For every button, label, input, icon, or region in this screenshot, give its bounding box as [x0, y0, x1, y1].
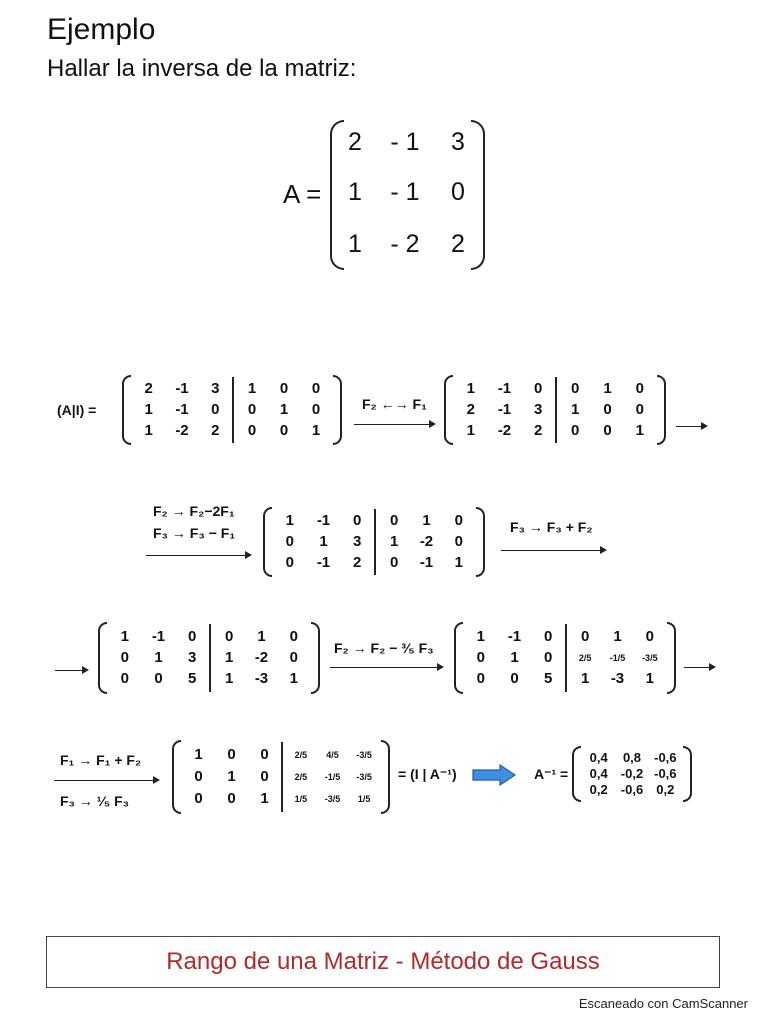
inverse-label: A⁻¹ =	[534, 766, 569, 782]
matrix-cell: 1	[389, 533, 399, 550]
augment-divider	[565, 624, 567, 692]
matrix-cell: 1	[194, 746, 203, 763]
row-operation: F₂ → F₂−2F₁	[153, 503, 235, 519]
matrix-cell: 0	[543, 627, 553, 645]
matrix-cell: 0	[260, 768, 269, 785]
row-operation: F₂ ←→ F₁	[362, 396, 427, 412]
matrix-cell: 2	[466, 401, 475, 418]
matrix-cell: 0	[570, 421, 580, 439]
matrix-cell: 0,4	[589, 750, 608, 765]
matrix-cell: 0	[194, 790, 203, 807]
matrix-cell: -0,6	[654, 750, 677, 765]
matrix-cell: 0	[389, 512, 399, 530]
left-bracket	[263, 507, 272, 577]
footer-title: Rango de una Matriz - Método de Gauss	[166, 948, 600, 975]
matrix-cell: 1/5	[357, 794, 371, 804]
scanner-watermark: Escaneado con CamScanner	[578, 996, 748, 1011]
augmented-label: (A|I) =	[57, 402, 97, 418]
right-bracket	[311, 622, 320, 694]
row-operation: F₃ → ¹⁄₅ F₃	[60, 793, 130, 809]
matrix-cell: 2/5	[294, 772, 308, 782]
augmented-matrix-1	[122, 375, 342, 445]
matrix-cell: 0	[289, 627, 298, 645]
matrix-cell: 0	[352, 512, 362, 530]
matrix-cell: 1	[454, 553, 463, 571]
augment-divider	[281, 742, 283, 812]
augmented-matrix-3	[263, 507, 485, 577]
matrix-cell: -3/5	[356, 772, 372, 782]
matrix-cell: 0	[543, 649, 553, 666]
matrix-cell: 0	[311, 401, 321, 418]
matrix-cell: -1/5	[609, 653, 626, 663]
matrix-cell: 1	[603, 380, 612, 398]
arrow	[354, 424, 434, 425]
left-bracket	[572, 746, 581, 802]
matrix-cell: 3	[187, 649, 197, 666]
matrix-cell: -2	[175, 421, 189, 439]
augmented-matrix-6	[172, 740, 390, 814]
matrix-cell: 0	[285, 533, 294, 550]
matrix-cell: - 1	[390, 178, 420, 206]
matrix-cell: 1	[422, 512, 431, 530]
matrix-a	[330, 120, 485, 270]
matrix-cell: 1	[348, 230, 362, 258]
matrix-cell: 0	[645, 627, 654, 645]
matrix-cell: 2	[352, 553, 362, 571]
matrix-cell: -3	[254, 670, 269, 688]
augment-divider	[209, 624, 211, 692]
row-operation: F₁ → F₁ + F₂	[60, 752, 142, 768]
matrix-cell: 1	[476, 627, 485, 645]
matrix-cell: -3/5	[356, 750, 372, 760]
matrix-cell: 4/5	[326, 750, 339, 760]
matrix-cell: 1	[613, 627, 622, 645]
right-bracket	[333, 375, 342, 445]
arrow	[684, 667, 714, 668]
matrix-cell: 1/5	[294, 794, 308, 804]
matrix-cell: -1	[497, 380, 512, 398]
matrix-cell: 0	[603, 401, 612, 418]
matrix-cell: -0,6	[654, 766, 677, 781]
matrix-cell: 1	[580, 670, 590, 688]
matrix-cell: 0,2	[656, 782, 675, 797]
matrix-cell: 2	[144, 380, 153, 398]
augment-divider	[232, 377, 234, 443]
matrix-cell: 1	[257, 627, 266, 645]
matrix-cell: 0	[154, 670, 163, 688]
matrix-cell: 1	[510, 649, 519, 666]
matrix-cell: 1	[289, 670, 298, 688]
right-bracket	[657, 375, 666, 445]
matrix-cell: 0	[311, 380, 321, 398]
left-bracket	[98, 622, 107, 694]
matrix-cell: - 2	[390, 230, 420, 258]
row-operation: F₃ → F₃ + F₂	[510, 519, 593, 535]
matrix-cell: 0,8	[622, 750, 642, 765]
left-bracket	[122, 375, 131, 445]
matrix-cell: 0,2	[589, 782, 608, 797]
matrix-cell: 3	[451, 128, 465, 156]
left-bracket	[444, 375, 453, 445]
matrix-cell: 0	[120, 649, 129, 666]
arrow	[676, 426, 706, 427]
matrix-cell: 2/5	[578, 653, 592, 663]
matrix-cell: -3/5	[324, 794, 341, 804]
matrix-cell: 5	[187, 670, 197, 688]
matrix-cell: 0	[476, 649, 485, 666]
matrix-cell: 0	[289, 649, 298, 666]
matrix-cell: 2	[533, 421, 543, 439]
matrix-cell: 1	[311, 421, 321, 439]
matrix-cell: -1	[316, 553, 331, 571]
matrix-cell: -1	[316, 512, 331, 530]
matrix-cell: 2	[348, 128, 362, 156]
augmented-matrix-5	[454, 622, 676, 694]
matrix-cell: 1	[645, 670, 654, 688]
matrix-cell: 1	[285, 512, 294, 530]
matrix-cell: 0	[211, 401, 220, 418]
matrix-cell: - 1	[390, 128, 420, 156]
right-bracket	[683, 746, 692, 802]
matrix-cell: -0,2	[620, 766, 644, 781]
matrix-cell: -2	[419, 533, 434, 550]
arrow	[55, 670, 87, 671]
right-bracket	[381, 740, 390, 814]
matrix-cell: -1	[151, 627, 166, 645]
right-bracket	[476, 507, 485, 577]
matrix-cell: -2	[497, 421, 512, 439]
matrix-cell: 0	[227, 746, 236, 763]
matrix-cell: 0	[635, 380, 644, 398]
matrix-cell: 0	[476, 670, 485, 688]
matrix-cell: 1	[144, 401, 153, 418]
matrix-cell: 0	[224, 627, 234, 645]
problem-statement: Hallar la inversa de la matriz:	[47, 55, 357, 82]
inverse-matrix	[572, 746, 692, 802]
matrix-cell: 3	[352, 533, 362, 550]
matrix-cell: 1	[279, 401, 289, 418]
matrix-cell: 2/5	[294, 750, 308, 760]
augment-divider	[555, 377, 557, 443]
footer-banner	[46, 936, 720, 988]
matrix-cell: 0	[279, 380, 289, 398]
matrix-cell: -3	[610, 670, 625, 688]
matrix-cell: 0	[227, 790, 236, 807]
result-equation: = (I | A⁻¹)	[398, 766, 457, 782]
matrix-cell: 1	[224, 649, 234, 666]
matrix-cell: 0	[120, 670, 129, 688]
matrix-cell: 2	[451, 230, 465, 258]
left-bracket	[454, 622, 463, 694]
matrix-cell: 1	[144, 421, 153, 439]
matrix-cell: -0,6	[620, 782, 644, 797]
matrix-cell: 0	[580, 627, 590, 645]
left-bracket	[172, 740, 181, 814]
matrix-cell: 1	[319, 533, 328, 550]
arrow	[54, 780, 158, 781]
matrix-cell: 0	[510, 670, 519, 688]
augment-divider	[374, 509, 376, 575]
matrix-cell: 0	[194, 768, 203, 785]
augmented-matrix-4	[98, 622, 320, 694]
matrix-cell: 0	[285, 553, 294, 571]
matrix-cell: -3/5	[642, 653, 658, 663]
matrix-cell: 1	[120, 627, 129, 645]
arrow	[501, 550, 605, 551]
blue-arrow-icon	[472, 764, 516, 786]
matrix-cell: -1	[175, 380, 189, 398]
matrix-cell: 0,4	[589, 766, 608, 781]
matrix-cell: 3	[533, 401, 543, 418]
matrix-cell: 0	[454, 512, 463, 530]
matrix-cell: 1	[570, 401, 580, 418]
matrix-cell: -1	[497, 401, 512, 418]
matrix-cell: 1	[260, 790, 269, 807]
matrix-cell: -1	[175, 401, 189, 418]
matrix-cell: 0	[451, 178, 465, 206]
matrix-cell: 1	[635, 421, 644, 439]
matrix-cell: 1	[348, 178, 362, 206]
page-title: Ejemplo	[47, 13, 156, 46]
matrix-cell: 0	[389, 553, 399, 571]
matrix-cell: -1	[507, 627, 522, 645]
right-bracket	[667, 622, 676, 694]
matrix-cell: 0	[247, 421, 257, 439]
row-operation: F₂ → F₂ − ³⁄₅ F₃	[334, 640, 434, 656]
matrix-cell: 0	[260, 746, 269, 763]
matrix-cell: -1/5	[324, 772, 341, 782]
matrix-cell: 0	[533, 380, 543, 398]
matrix-cell: 1	[227, 768, 236, 785]
matrix-cell: 1	[224, 670, 234, 688]
matrix-cell: 5	[543, 670, 553, 688]
row-operation: F₃ → F₃ − F₁	[153, 525, 236, 541]
arrow	[330, 667, 442, 668]
matrix-cell: 0	[247, 401, 257, 418]
matrix-cell: 0	[603, 421, 612, 439]
arrow	[146, 555, 250, 556]
matrix-cell: 1	[247, 380, 257, 398]
matrix-cell: -2	[254, 649, 269, 666]
matrix-cell: 0	[187, 627, 197, 645]
matrix-a-label: A =	[283, 179, 322, 209]
augmented-matrix-2	[444, 375, 666, 445]
matrix-cell: 1	[466, 380, 475, 398]
matrix-cell: 3	[211, 380, 220, 398]
matrix-cell: 1	[154, 649, 163, 666]
matrix-cell: 0	[635, 401, 644, 418]
matrix-cell: 0	[570, 380, 580, 398]
matrix-cell: 2	[211, 421, 220, 439]
matrix-cell: 0	[279, 421, 289, 439]
matrix-cell: -1	[419, 553, 434, 571]
matrix-cell: 1	[466, 421, 475, 439]
matrix-cell: 0	[454, 533, 463, 550]
